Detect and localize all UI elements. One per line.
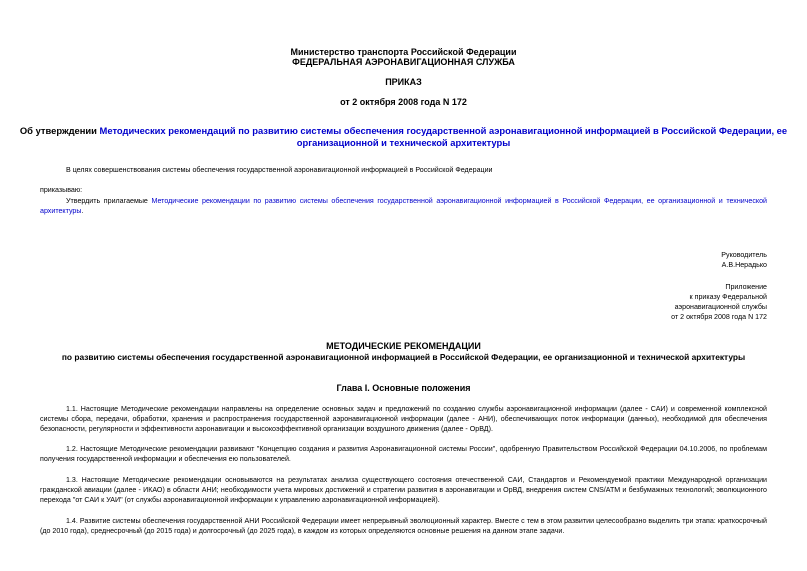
ministry-name: Министерство транспорта Российской Федерации [290, 47, 517, 57]
paragraph-1-3: 1.3. Настоящие Методические рекомендации основываются на результатах анализа существующего состояния отечественной САИ, Стандартов и Рекомендуемой практики Международной организации гражданской авиации (далее - ИКАО) в области АНИ; необходимости учета мировых достижений и стратегии развития в аэронавигации и ОрВД, внедрения систем CNS/ATM и безбумажных технологий; эволюционного перехода "от САИ к УАИ" (от службы аэронавигационной информации к управлению аэронавигационной информацией). [40, 476, 767, 504]
approve-suffix: . [81, 207, 84, 215]
preamble-text: В целях совершенствования системы обеспечения государственной аэронавигационной информацией в Российской Федерации [66, 166, 493, 174]
guidelines-title-link[interactable]: Методических рекомендаций по развитию системы обеспечения государственной аэронавигационной информацией в Российской Федерации, ее [99, 125, 788, 136]
guidelines-title-link-cont[interactable]: организационной и технической архитектуры [296, 137, 511, 148]
approve-paragraph [40, 196, 767, 216]
signature-name: А.В.Нерадько [721, 261, 767, 269]
paragraph-1-4: 1.4. Развитие системы обеспечения государственной АНИ Российской Федерации имеет непрерывный эволюционный характер. Вместе с тем в этом развитии целесообразно выделить три этапа: краткосрочный (до 2010 года), среднесрочный (до 2015 года) и долгосрочный (до 2025 года), в каждом из которых определяются основные решения на данном этапе задачи. [40, 517, 767, 535]
approve-prefix: Утвердить прилагаемые [66, 197, 152, 205]
chapter-heading: Глава I. Основные положения [336, 383, 471, 393]
paragraph-1-1: 1.1. Настоящие Методические рекомендации направлены на определение основных задач и предложений по созданию службы аэронавигационной информации (далее - САИ) и современной комплексной системы сбора, передачи, обработки, хранения и распространения государственной аэронавигационной информации (далее - АНИ), обеспечивающих поток информации (данных), необходимой для обеспечения безопасности, регулярности и эффективности аэронавигации и высокоэффективной организации воздушного движения (далее - ОрВД). [40, 405, 767, 433]
appendix-line3: аэронавигационной службы [674, 303, 767, 311]
doc-subtitle: по развитию системы обеспечения государственной аэронавигационной информацией в Российской Федерации, ее организационной и технической архитектуры [61, 352, 746, 362]
order-subject [0, 125, 807, 137]
approve-link[interactable]: Методические рекомендации по развитию системы обеспечения государственной аэронавигационной информацией в Российской Федерации, ее организационной и технической архитектуры [40, 197, 767, 215]
appendix-line4: от 2 октября 2008 года N 172 [671, 313, 767, 321]
signature-role: Руководитель [721, 251, 767, 259]
appendix-label: Приложение [725, 283, 767, 291]
order-date: от 2 октября 2008 года N 172 [340, 97, 467, 107]
doc-title: МЕТОДИЧЕСКИЕ РЕКОМЕНДАЦИИ [326, 341, 481, 351]
appendix-line2: к приказу Федеральной [689, 293, 767, 301]
paragraph-1-2: 1.2. Настоящие Методические рекомендации развивают "Концепцию создания и развития Аэронавигационной системы России", одобренную Правительством Российской Федерации 04.10.2006, по проблемам получения государственной информации и обеспечения ею пользователей. [40, 445, 767, 463]
order-subject-prefix: Об утверждении [19, 125, 100, 136]
order-title: ПРИКАЗ [385, 77, 422, 87]
service-name: ФЕДЕРАЛЬНАЯ АЭРОНАВИГАЦИОННАЯ СЛУЖБА [292, 57, 515, 67]
order-word: приказываю: [40, 186, 83, 194]
